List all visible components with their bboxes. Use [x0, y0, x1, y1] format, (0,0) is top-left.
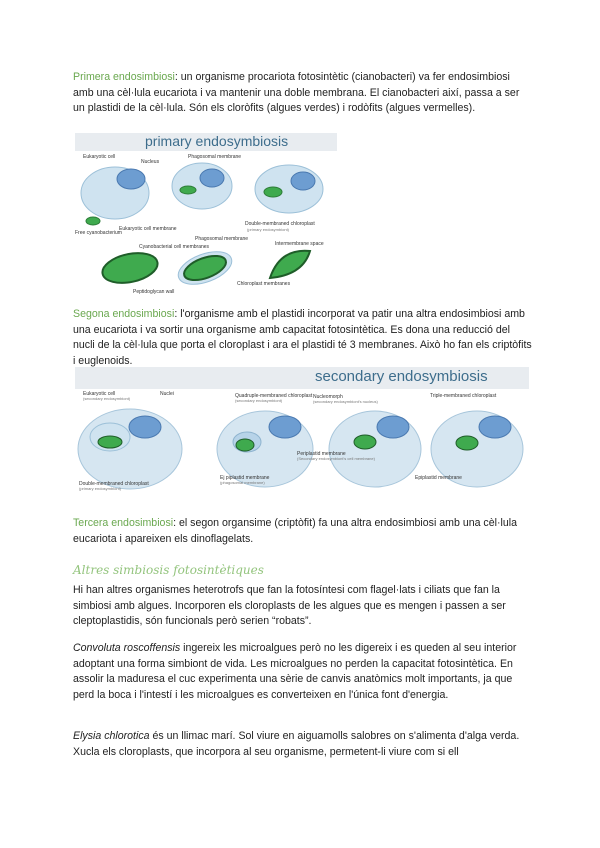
label-cyano-membranes: Cyanobacterial cell membranes: [139, 244, 210, 250]
paragraph-elysia: [73, 729, 533, 760]
label-nucleomorph: Nucleomorph: [313, 394, 343, 400]
paragraph-convoluta: [73, 641, 533, 703]
label-epiplastid: Epiplastid membrane: [415, 475, 462, 481]
species-convoluta: Convoluta roscoffensis: [73, 642, 181, 654]
label-quadruple-chloroplast: Quadruple-membraned chloroplast: [235, 393, 313, 399]
secondary-endosymbiosis-paragraph: [73, 307, 533, 369]
label-phagosomal-membrane: Phagosomal membrane: [195, 236, 249, 242]
label-intermembrane-space: Intermembrane space: [275, 241, 324, 247]
label-nucleus: Nucleus: [141, 159, 160, 165]
secondary-endosymbiosis-text: : l'organisme amb el plastidi incorporat va patir una altra endosimbiosi amb una eucariota i va sortir una organisme amb capacitat fotosintètica. Es dona una reducció del nucli de la cèl·lula que porta el cloroplast i ara el plastidi té 3 membranes. Això ho fan els criptòfits i euglenoids.: [73, 308, 532, 367]
label-quadruple-chloroplast-sub: (secondary endosymbiont): [235, 398, 283, 403]
tertiary-endosymbiosis-paragraph: [73, 516, 533, 547]
label-double-chloroplast: Double-membraned chloroplast: [245, 221, 315, 227]
label-periplastid: Periplastid membrane: [297, 451, 346, 457]
paragraph-other-symbiosis: Hi han altres organismes heterotrofs que fan la fotosíntesi com flagel·lats i ciliats que fan la simbiosi amb algues. Incorporen els cloroplasts de les algues que es mengen i passen a ser cleptoplastidis, són funcionals però serien “robats”.: [73, 584, 506, 628]
label-phagosomal: Phagosomal membrane: [188, 154, 242, 160]
label-chloroplast-membranes: Chloroplast membranes: [237, 281, 291, 287]
primary-figure-title: primary endosymbiosis: [145, 133, 289, 149]
label-double-chloroplast-2-sub: (primary endosymbiont): [79, 486, 122, 491]
label-eukaryotic-cell: Eukaryotic cell: [83, 154, 116, 160]
secondary-endosymbiosis-diagram: [75, 367, 529, 500]
label-nucleomorph-sub: (secondary endosymbiont's nucleus): [313, 399, 378, 404]
label-eukaryotic-cell-2-sub: (secondary endosymbiont): [83, 396, 131, 401]
species-elysia: Elysia chlorotica: [73, 730, 150, 742]
primary-endosymbiosis-paragraph: [73, 70, 533, 117]
label-ej-membrane: Ej piplastid membrane: [220, 475, 270, 481]
primary-endosymbiosis-text: : un organisme procariota fotosintètic (cianobacteri) va fer endosimbiosi amb una cèl·lula eucariota i va mantenir una doble membrana. El cianobacteri així, passa a ser un plastidi de la cèl·lula. Són els cloròfits (algues verdes) i rodòfits (algues vermelles).: [73, 71, 520, 115]
label-triple-chloroplast: Triple-membraned chloroplast: [430, 393, 497, 399]
secondary-endosymbiosis-term: Segona endosimbiosi: [73, 308, 175, 320]
primary-endosymbiosis-figure: [75, 133, 337, 300]
label-double-chloroplast-sub: (primary endosymbiont): [247, 227, 290, 232]
paragraph-elysia-text: és un llimac marí. Sol viure en aiguamolls salobres on s'alimenta d'alga verda. Xucla els cloroplasts, que incorpora al seu organisme, permetent-li viure com si ell: [73, 730, 520, 758]
label-double-chloroplast-2: Double-membraned chloroplast: [79, 481, 149, 487]
label-ej-membrane-sub: (phagosomal membrane): [220, 480, 265, 485]
secondary-endosymbiosis-figure: [75, 367, 529, 500]
primary-endosymbiosis-diagram: [75, 133, 337, 300]
label-nuclei: Nuclei: [160, 391, 174, 397]
label-free-cyanobacterium: Free cyanobacterium: [75, 230, 122, 236]
label-periplastid-sub: (Secondary endosymbiont's cell membrane): [297, 456, 375, 461]
tertiary-endosymbiosis-text: : el segon organsime (criptòfit) fa una altra endosimbiosi amb una cèl·lula eucariota i apareixen els dinoflagelats.: [73, 517, 517, 545]
paragraph-convoluta-text: ingereix les microalgues però no les digereix i es queden al seu interior adoptant una forma simbiont de vida. Les microalgues no perden la capacitat fotosintètica. En assolir la maduresa el cuc experimenta una sèrie de canvis anatòmics molt importants, ja que perd la boca i l'intestí i les microalgues es converteixen en l'única font d'energia.: [73, 642, 517, 701]
secondary-figure-title: secondary endosymbiosis: [315, 368, 488, 385]
label-eukaryotic-membrane: Eukaryotic cell membrane: [119, 226, 177, 232]
label-peptidoglycan: Peptidoglycan wall: [133, 289, 175, 295]
tertiary-endosymbiosis-term: Tercera endosimbiosi: [73, 517, 174, 529]
label-eukaryotic-cell-2: Eukaryotic cell: [83, 391, 116, 397]
section-heading: Altres simbiosis fotosintètiques: [73, 563, 264, 577]
primary-endosymbiosis-term: Primera endosimbiosi: [73, 71, 175, 83]
